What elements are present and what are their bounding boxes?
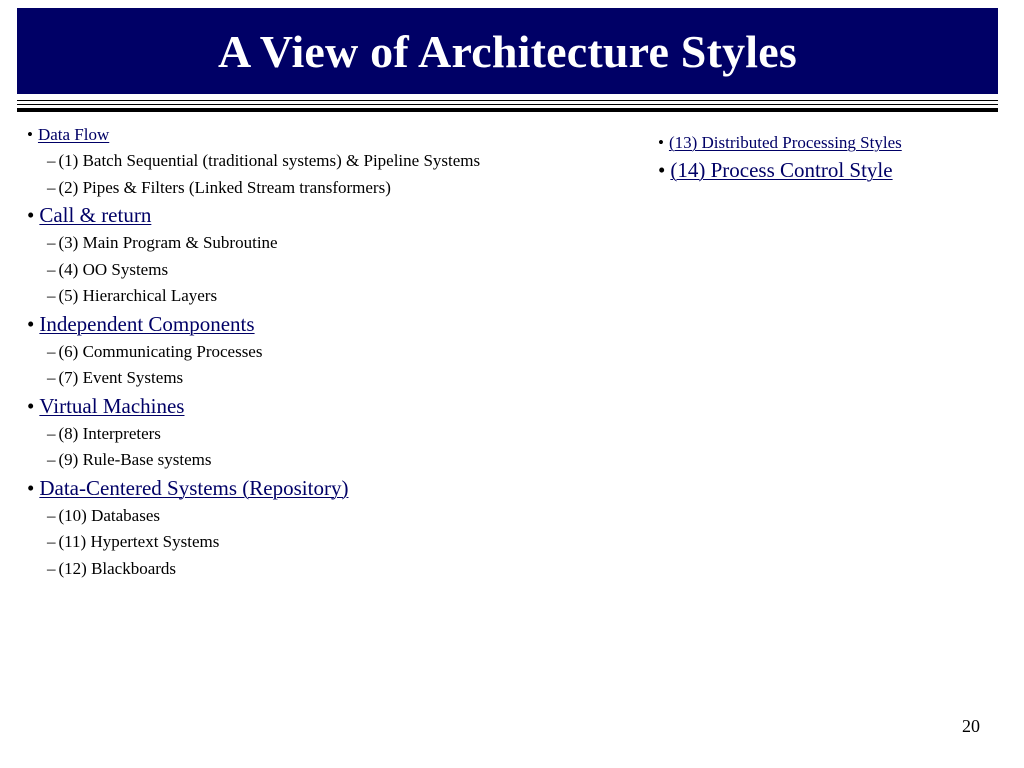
- title-bar: [17, 8, 998, 94]
- sub-item: [27, 530, 627, 557]
- dash-icon: –: [47, 368, 56, 387]
- bullet-icon: •: [27, 311, 35, 336]
- sub-item: [27, 504, 627, 531]
- dash-icon: –: [47, 151, 56, 170]
- sub-item: [27, 422, 627, 449]
- sub-item: [27, 231, 627, 258]
- sub-item-label: (3) Main Program & Subroutine: [58, 233, 278, 252]
- bullet-icon: •: [27, 203, 35, 227]
- dash-icon: –: [47, 450, 56, 469]
- bullet-icon: •: [27, 393, 35, 418]
- sub-item-label: (7) Event Systems: [58, 368, 184, 387]
- dash-icon: –: [47, 532, 56, 551]
- bullet-icon: •: [27, 475, 35, 500]
- bullet-item[interactable]: [27, 475, 627, 504]
- sub-item: [27, 557, 627, 584]
- slide-title: A View of Architecture Styles: [217, 25, 797, 77]
- divider-thick: [17, 108, 998, 112]
- sub-item-label: (8) Interpreters: [58, 423, 161, 443]
- bullet-icon: •: [658, 158, 666, 182]
- sub-item-label: (2) Pipes & Filters (Linked Stream transformers): [58, 177, 391, 197]
- dash-icon: –: [47, 233, 56, 252]
- topic-link-virtual-machines[interactable]: Virtual Machines: [39, 393, 185, 418]
- bullet-item[interactable]: [27, 123, 627, 149]
- bullet-item[interactable]: [27, 202, 627, 231]
- sub-item: [27, 149, 627, 176]
- sub-item-label: (9) Rule-Base systems: [58, 450, 212, 469]
- bullet-icon: •: [658, 133, 664, 152]
- sub-item-label: (1) Batch Sequential (traditional systems) & Pipeline Systems: [58, 151, 481, 170]
- topic-link-call-return[interactable]: Call & return: [39, 203, 152, 227]
- right-column: [658, 131, 998, 186]
- dash-icon: –: [47, 505, 56, 525]
- divider-thin-middle: [17, 104, 998, 105]
- bullet-icon: •: [27, 125, 33, 144]
- bullet-item[interactable]: [658, 157, 998, 186]
- dash-icon: –: [47, 423, 56, 443]
- sub-item-label: (11) Hypertext Systems: [58, 532, 220, 551]
- bullet-item[interactable]: [27, 311, 627, 340]
- topic-link-process-control[interactable]: (14) Process Control Style: [670, 158, 893, 182]
- sub-item: [27, 258, 627, 285]
- dash-icon: –: [47, 177, 56, 197]
- divider-thin-top: [17, 100, 998, 101]
- sub-item: [27, 340, 627, 367]
- dash-icon: –: [47, 341, 56, 361]
- dash-icon: –: [47, 558, 56, 578]
- topic-link-data-flow[interactable]: Data Flow: [37, 125, 110, 144]
- topic-link-data-centered-systems[interactable]: Data-Centered Systems (Repository): [39, 475, 349, 500]
- sub-item: [27, 448, 627, 475]
- dash-icon: –: [47, 286, 56, 305]
- sub-item: [27, 284, 627, 311]
- bullet-item[interactable]: [27, 393, 627, 422]
- sub-item-label: (6) Communicating Processes: [58, 341, 263, 361]
- topic-link-distributed-processing[interactable]: (13) Distributed Processing Styles: [668, 133, 902, 152]
- bullet-item[interactable]: [658, 131, 998, 157]
- sub-item: [27, 366, 627, 393]
- sub-item: [27, 176, 627, 203]
- left-column: [27, 123, 627, 583]
- sub-item-label: (5) Hierarchical Layers: [58, 286, 218, 305]
- sub-item-label: (12) Blackboards: [58, 558, 177, 578]
- topic-link-independent-components[interactable]: Independent Components: [39, 311, 255, 336]
- dash-icon: –: [47, 259, 56, 279]
- sub-item-label: (10) Databases: [58, 505, 160, 525]
- page-number: 20: [962, 716, 980, 736]
- sub-item-label: (4) OO Systems: [58, 259, 169, 279]
